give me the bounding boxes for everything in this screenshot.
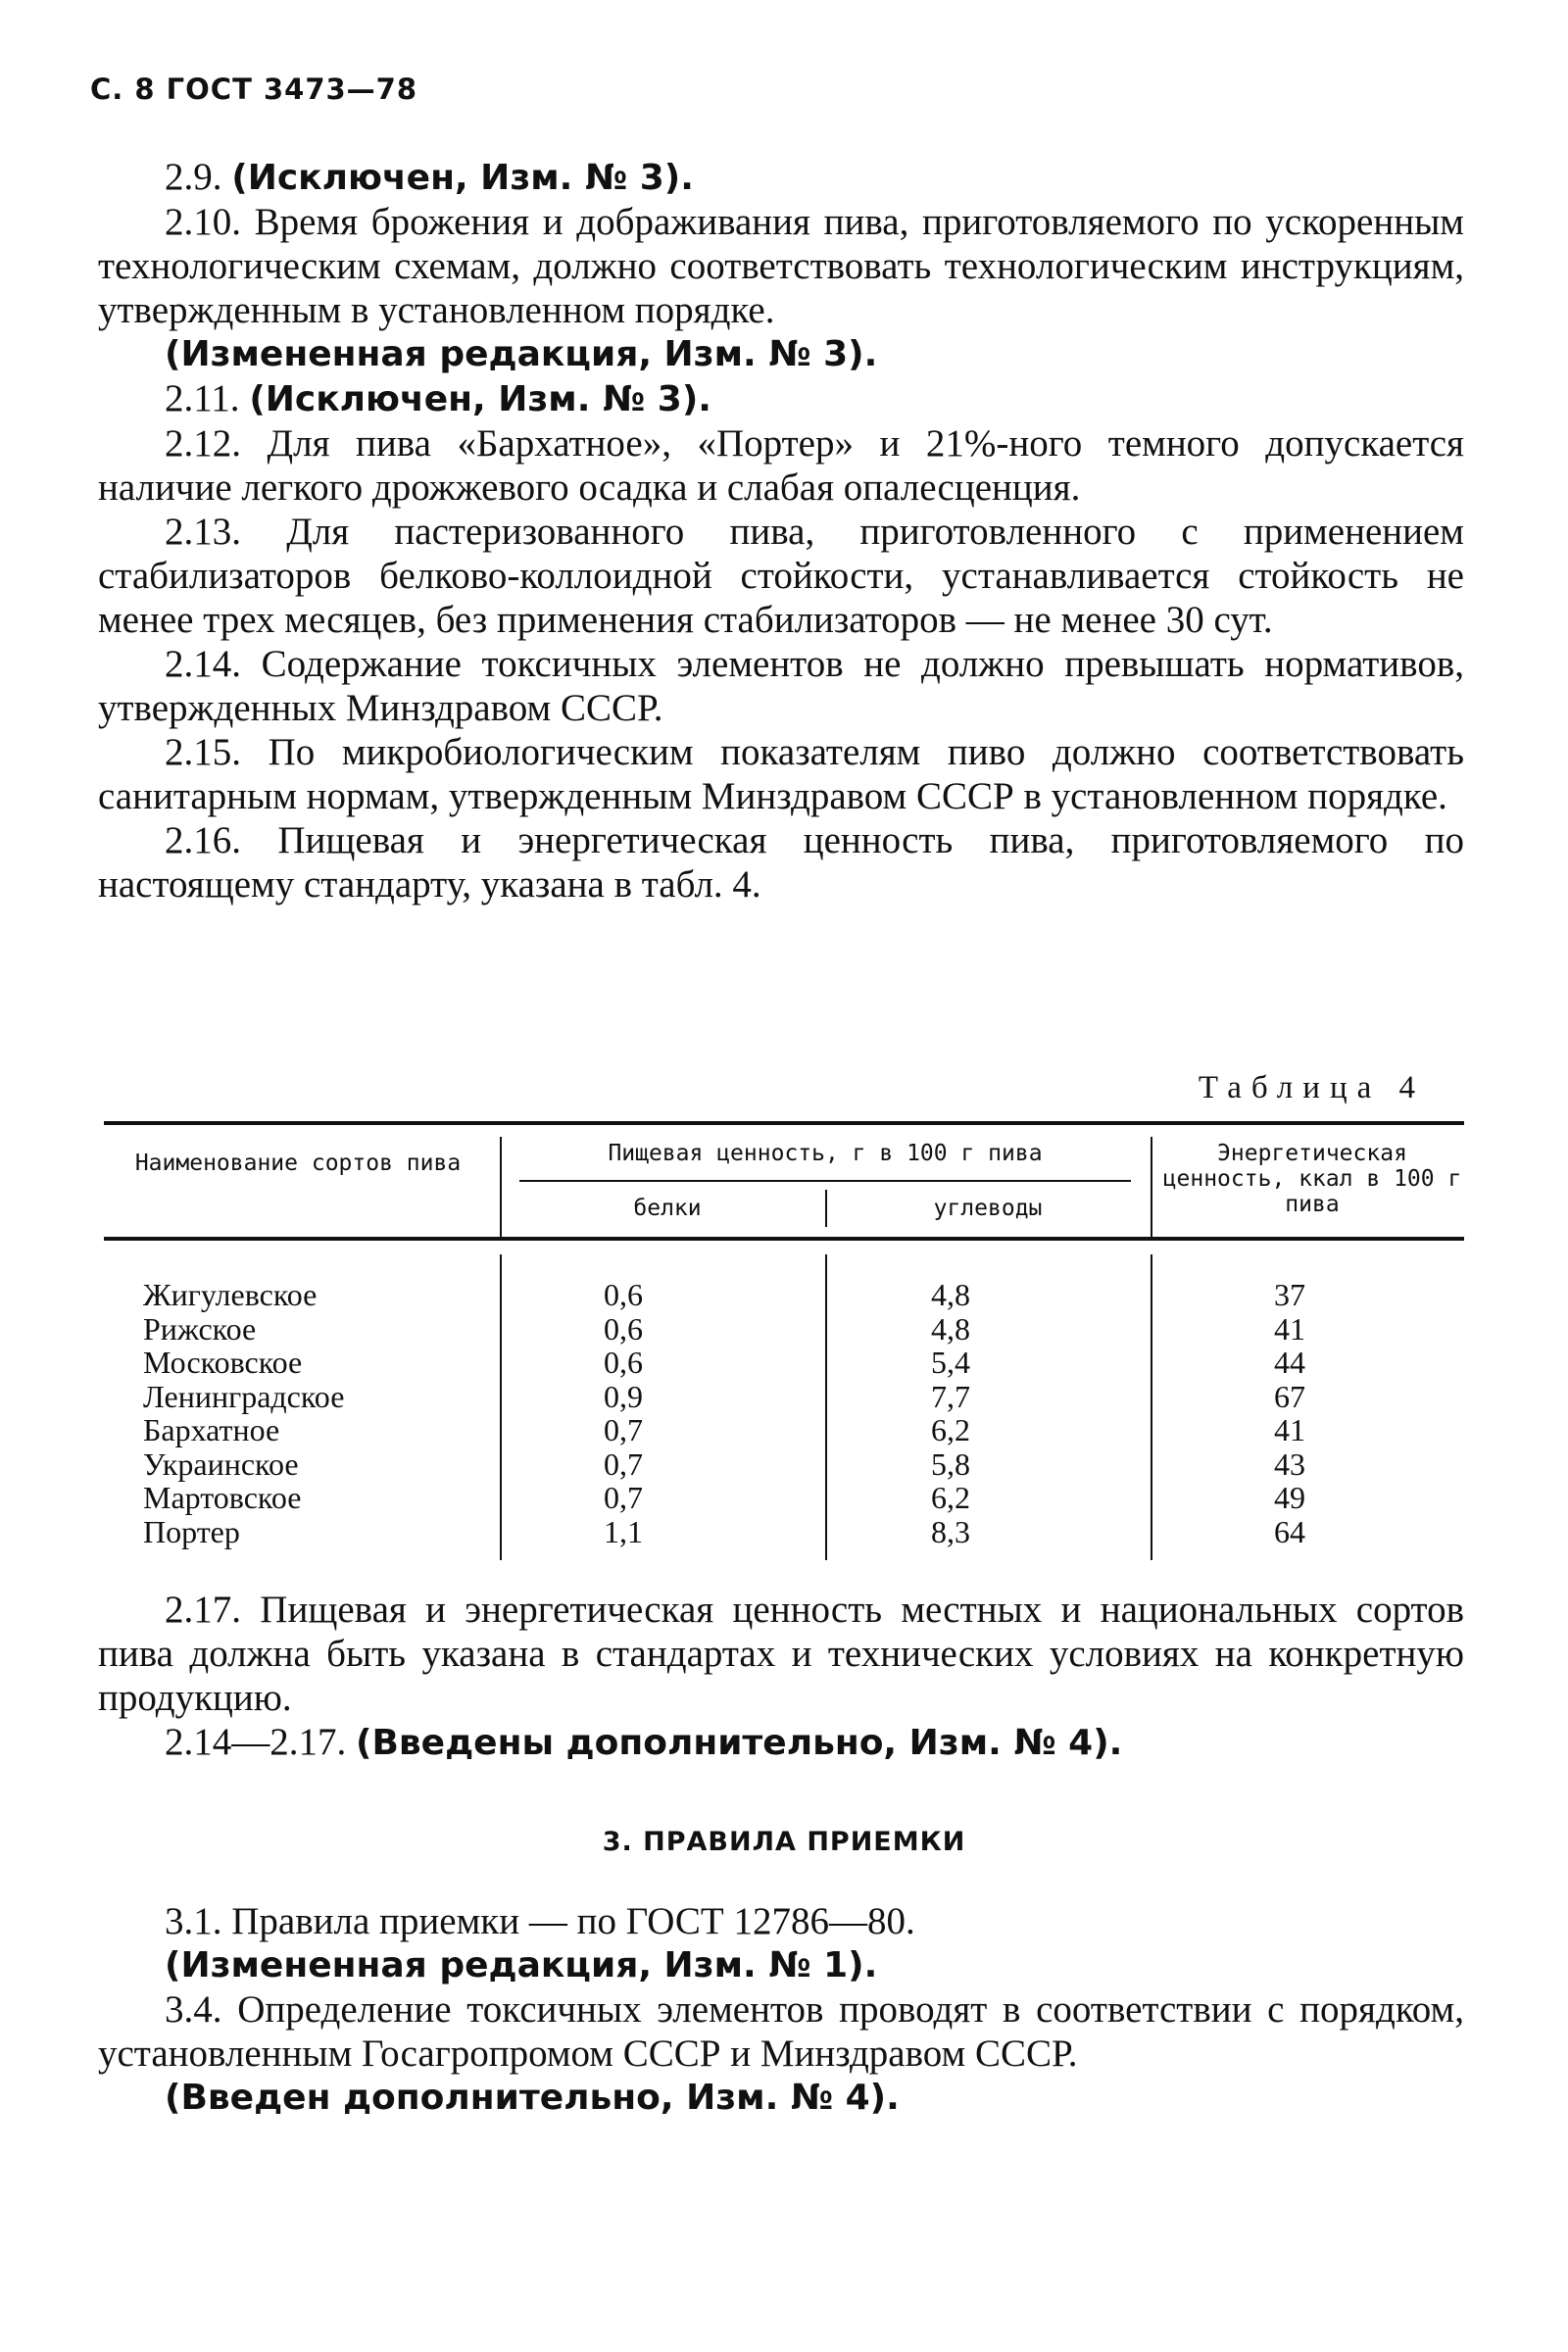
cell-protein: 0,7 (604, 1412, 643, 1447)
paragraph-3-4: 3.4. Определение токсичных элементов проводят в соответствии с порядком, установленным Госагропромом СССР и Минздравом СССР. (98, 1988, 1464, 2075)
paragraph-2-13: 2.13. Для пастеризованного пива, приготовленного с применением стабилизаторов белково-коллоидной стойкости, устанавливается стойкость не менее трех месяцев, без применения стабилизаторов — не менее 30 сут. (98, 511, 1464, 641)
header-carbs: углеводы (933, 1196, 1043, 1221)
cell-name: Рижское (143, 1310, 257, 1347)
cell-protein: 1,1 (604, 1513, 643, 1549)
paragraph-2-15: 2.15. По микробиологическим показателям пиво должно соответствовать санитарным нормам, утвержденным Минздравом СССР в установленном порядке. (98, 731, 1464, 817)
paragraph-2-14: 2.14. Содержание токсичных элементов не должно превышать нормативов, утвержденных Минздравом СССР. (98, 643, 1464, 729)
cell-carbs: 5,8 (931, 1446, 970, 1482)
column-energy (1192, 1278, 1388, 1548)
text-block-top (98, 155, 1464, 906)
para-note: (Исключен, Изм. № 3). (249, 379, 711, 419)
cell-energy: 41 (1274, 1412, 1305, 1447)
header-food-value: Пищевая ценность, г в 100 г пива (608, 1141, 1043, 1166)
cell-name: Бархатное (143, 1412, 280, 1447)
cell-energy: 43 (1274, 1446, 1305, 1482)
cell-carbs: 6,2 (931, 1480, 970, 1515)
cell-carbs: 6,2 (931, 1412, 970, 1447)
cell-protein: 0,9 (604, 1378, 643, 1414)
cell-name: Ленинградское (143, 1378, 345, 1414)
cell-energy: 49 (1274, 1480, 1305, 1515)
paragraph-2-17: 2.17. Пищевая и энергетическая ценность местных и национальных сортов пива должна быть указана в стандартах и технических условиях на конкретную продукцию. (98, 1589, 1464, 1719)
paragraph-2-9 (98, 155, 1464, 200)
cell-energy: 41 (1274, 1310, 1305, 1347)
table-rule-top (104, 1121, 1464, 1125)
cell-name: Мартовское (143, 1480, 302, 1515)
paragraph-2-10-note: (Измененная редакция, Изм. № 3). (165, 334, 878, 374)
cell-name: Жигулевское (143, 1277, 318, 1312)
header-divider (500, 1137, 502, 1237)
cell-protein: 0,6 (604, 1310, 643, 1347)
column-divider (1151, 1254, 1152, 1560)
table-rule-header-bottom (104, 1237, 1464, 1241)
para-number: 2.9. (165, 156, 222, 198)
header-divider (1151, 1137, 1152, 1237)
header-subrule (519, 1180, 1131, 1182)
paragraph-3-4-note: (Введен дополнительно, Изм. № 4). (165, 2078, 900, 2118)
cell-carbs: 5,4 (931, 1345, 970, 1380)
paragraph-2-16: 2.16. Пищевая и энергетическая ценность пива, приготовляемого по настоящему стандарту, указана в табл. 4. (98, 819, 1464, 906)
column-divider (825, 1254, 827, 1560)
cell-protein: 0,7 (604, 1480, 643, 1515)
header-protein: белки (633, 1196, 702, 1221)
header-name: Наименование сортов пива (134, 1151, 462, 1176)
para-note: (Введены дополнительно, Изм. № 4). (356, 1723, 1123, 1763)
text-block-middle (98, 1588, 1464, 1765)
paragraph-2-14-2-17-note (98, 1720, 1464, 1765)
column-protein (515, 1278, 731, 1548)
cell-protein: 0,6 (604, 1345, 643, 1380)
paragraph-2-10: 2.10. Время брожения и дображивания пива, приготовляемого по ускоренным технологическим схемам, должно соответствовать технологическим инструкциям, утвержденным в установленном порядке. (98, 201, 1464, 331)
paragraph-2-12: 2.12. Для пива «Бархатное», «Портер» и 21%-ного темного допускается наличие легкого дрожжевого осадка и слабая опалесценция. (98, 422, 1464, 509)
cell-carbs: 4,8 (931, 1310, 970, 1347)
cell-protein: 0,7 (604, 1446, 643, 1482)
table-caption: Таблица 4 (1198, 1070, 1425, 1105)
cell-name: Украинское (143, 1446, 299, 1482)
cell-carbs: 7,7 (931, 1378, 970, 1414)
paragraph-3-1-note: (Измененная редакция, Изм. № 1). (165, 1945, 878, 1985)
cell-energy: 44 (1274, 1345, 1305, 1380)
header-divider (825, 1190, 827, 1227)
column-carbs (843, 1278, 1058, 1548)
cell-carbs: 4,8 (931, 1277, 970, 1312)
paragraph-3-1: 3.1. Правила приемки — по ГОСТ 12786—80. (165, 1900, 915, 1942)
para-note: (Исключен, Изм. № 3). (231, 158, 694, 198)
cell-name: Портер (143, 1513, 240, 1549)
section-3-title: 3. ПРАВИЛА ПРИЕМКИ (602, 1827, 966, 1857)
header-energy: Энергетическая ценность, ккал в 100 г пива (1162, 1141, 1462, 1217)
column-names (143, 1278, 555, 1548)
cell-protein: 0,6 (604, 1277, 643, 1312)
cell-energy: 37 (1274, 1277, 1305, 1312)
cell-carbs: 8,3 (931, 1513, 970, 1549)
cell-energy: 64 (1274, 1513, 1305, 1549)
para-number: 2.14—2.17. (165, 1721, 347, 1763)
paragraph-2-11 (98, 376, 1464, 421)
nutrition-table (98, 1121, 1464, 1560)
page-header: С. 8 ГОСТ 3473—78 (90, 73, 418, 106)
text-block-bottom (98, 1899, 1464, 2120)
cell-name: Московское (143, 1345, 303, 1380)
para-number: 2.11. (165, 377, 240, 419)
cell-energy: 67 (1274, 1378, 1305, 1414)
